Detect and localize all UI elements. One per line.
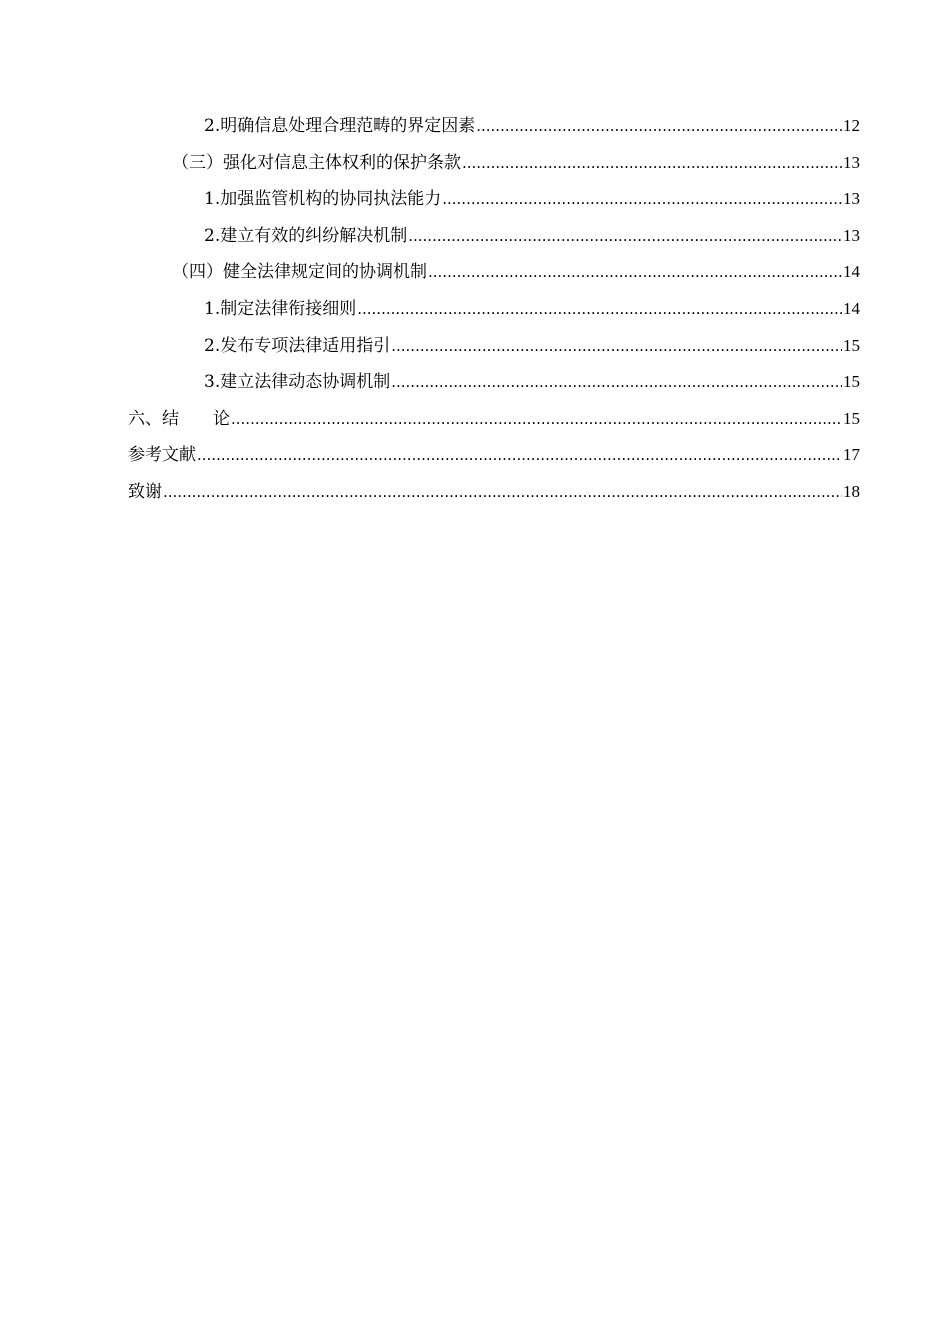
toc-dot-leader xyxy=(408,218,842,255)
toc-entry-page: 17 xyxy=(843,445,860,465)
toc-dot-leader xyxy=(231,401,842,438)
toc-dot-leader xyxy=(462,145,842,182)
toc-entry-page: 12 xyxy=(843,116,860,135)
toc-entry-title: 健全法律规定间的协调机制 xyxy=(223,262,427,283)
toc-entry-page: 13 xyxy=(843,152,860,172)
toc-entry-page: 14 xyxy=(843,298,860,318)
toc-entry-title: 建立有效的纠纷解决机制 xyxy=(220,225,408,246)
toc-entry-number: 2. xyxy=(204,335,221,356)
toc-entry-1[interactable] xyxy=(128,181,860,218)
table-of-contents xyxy=(128,108,860,511)
toc-entry-2[interactable] xyxy=(128,218,860,255)
toc-entry-title: 明确信息处理合理范畴的界定因素 xyxy=(220,116,476,136)
toc-entry-title: 建立法律动态协调机制 xyxy=(220,372,391,393)
toc-entry-number: （三） xyxy=(172,152,223,173)
toc-entry-title: 参考文献 xyxy=(128,445,196,466)
toc-entry-acknowledgements[interactable] xyxy=(128,474,860,511)
toc-dot-leader xyxy=(442,181,842,218)
toc-dot-leader xyxy=(476,108,842,145)
toc-entry-page: 13 xyxy=(843,189,860,209)
toc-entry-references[interactable] xyxy=(128,437,860,474)
toc-entry-number: 1. xyxy=(204,189,221,210)
toc-entry-title: 结 论 xyxy=(162,408,230,429)
toc-dot-leader xyxy=(197,437,842,474)
toc-dot-leader xyxy=(391,328,842,365)
toc-entry-number: 3. xyxy=(204,372,221,393)
toc-entry-title: 强化对信息主体权利的保护条款 xyxy=(223,152,461,173)
toc-dot-leader xyxy=(163,474,842,511)
toc-entry-page: 18 xyxy=(843,481,860,501)
toc-entry-chapter-6[interactable] xyxy=(128,401,860,438)
toc-entry-page: 13 xyxy=(843,225,860,245)
toc-entry-title: 制定法律衔接细则 xyxy=(220,298,357,319)
toc-entry-title: 发布专项法律适用指引 xyxy=(220,335,391,356)
toc-entry-number: 2. xyxy=(204,225,221,246)
toc-entry-section-4[interactable] xyxy=(128,254,860,291)
toc-entry-3[interactable] xyxy=(128,364,860,401)
toc-entry-section-3[interactable] xyxy=(128,145,860,182)
toc-entry-page: 15 xyxy=(843,335,860,355)
toc-entry-number: （四） xyxy=(172,262,223,283)
toc-dot-leader xyxy=(357,291,842,328)
toc-entry-number: 1. xyxy=(204,298,221,319)
toc-dot-leader xyxy=(391,364,842,401)
toc-entry-title: 致谢 xyxy=(128,481,162,502)
toc-entry-2[interactable] xyxy=(128,108,860,145)
toc-entry-1[interactable] xyxy=(128,291,860,328)
toc-entry-page: 15 xyxy=(843,372,860,392)
toc-entry-2[interactable] xyxy=(128,328,860,365)
toc-entry-number: 六、 xyxy=(128,408,162,429)
toc-entry-page: 14 xyxy=(843,262,860,282)
toc-entry-title: 加强监管机构的协同执法能力 xyxy=(220,189,442,210)
toc-entry-page: 15 xyxy=(843,408,860,428)
toc-entry-number: 2. xyxy=(204,116,221,136)
toc-dot-leader xyxy=(428,254,842,291)
